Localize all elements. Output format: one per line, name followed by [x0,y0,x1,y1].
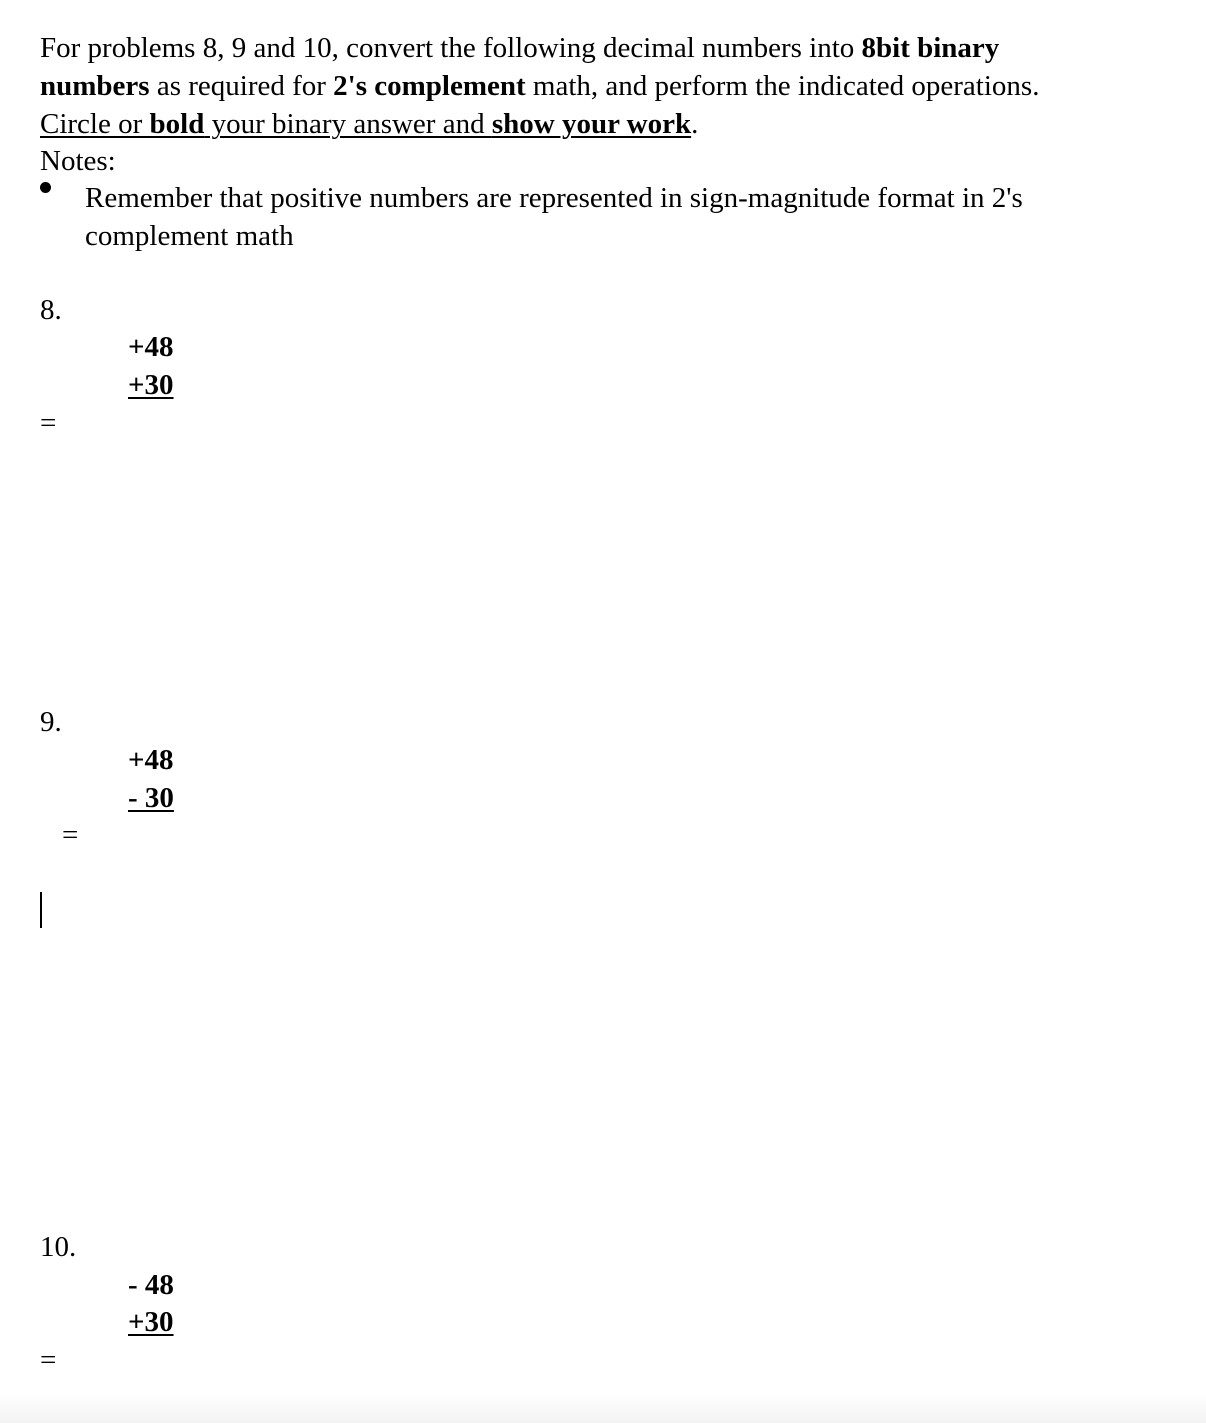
instructions-text: your binary answer and [204,108,492,140]
text-cursor[interactable] [40,892,42,928]
instructions-bold-text: 8bit binary [861,32,1000,64]
problem-10-equals: = [40,1344,57,1376]
instructions-line-3 [40,105,1160,143]
page-bottom-shadow [0,1393,1206,1423]
problem-10-bottom-operand: +30 [128,1306,174,1338]
instructions-bold-text: show your work [491,108,692,140]
instructions-line-2 [40,67,1160,105]
instructions-bold-text: bold [149,108,205,140]
instructions-text: as required for [149,70,334,102]
instructions-bold-text: 2's complement [333,70,526,102]
instructions-text: For problems 8, 9 and 10, convert the following decimal numbers into [40,32,862,64]
instructions-text: . [691,108,699,140]
problem-9-top-operand: +48 [128,744,174,776]
bullet-icon [40,182,51,193]
underlined-instruction [40,108,691,140]
instructions-text: Circle or [40,108,150,140]
instructions-text: math, and perform the indicated operations. [525,70,1040,102]
instructions-bold-text: numbers [40,70,150,102]
problem-9-number: 9. [40,706,62,738]
notes-label: Notes: [40,145,116,177]
problem-8-number: 8. [40,294,62,326]
problem-8-equals: = [40,407,57,439]
instructions-line-1 [40,29,1160,67]
problem-10-top-operand: - 48 [128,1269,174,1301]
instructions-paragraph [40,29,1160,143]
note-bullet-text: Remember that positive numbers are represented in sign-magnitude format in 2's complement math [85,182,1023,252]
problem-8-top-operand: +48 [128,331,174,363]
problem-8-bottom-operand: +30 [128,369,174,401]
problem-9-equals: = [62,819,79,851]
problem-9-bottom-operand: - 30 [128,782,174,814]
problem-10-number: 10. [40,1231,77,1263]
